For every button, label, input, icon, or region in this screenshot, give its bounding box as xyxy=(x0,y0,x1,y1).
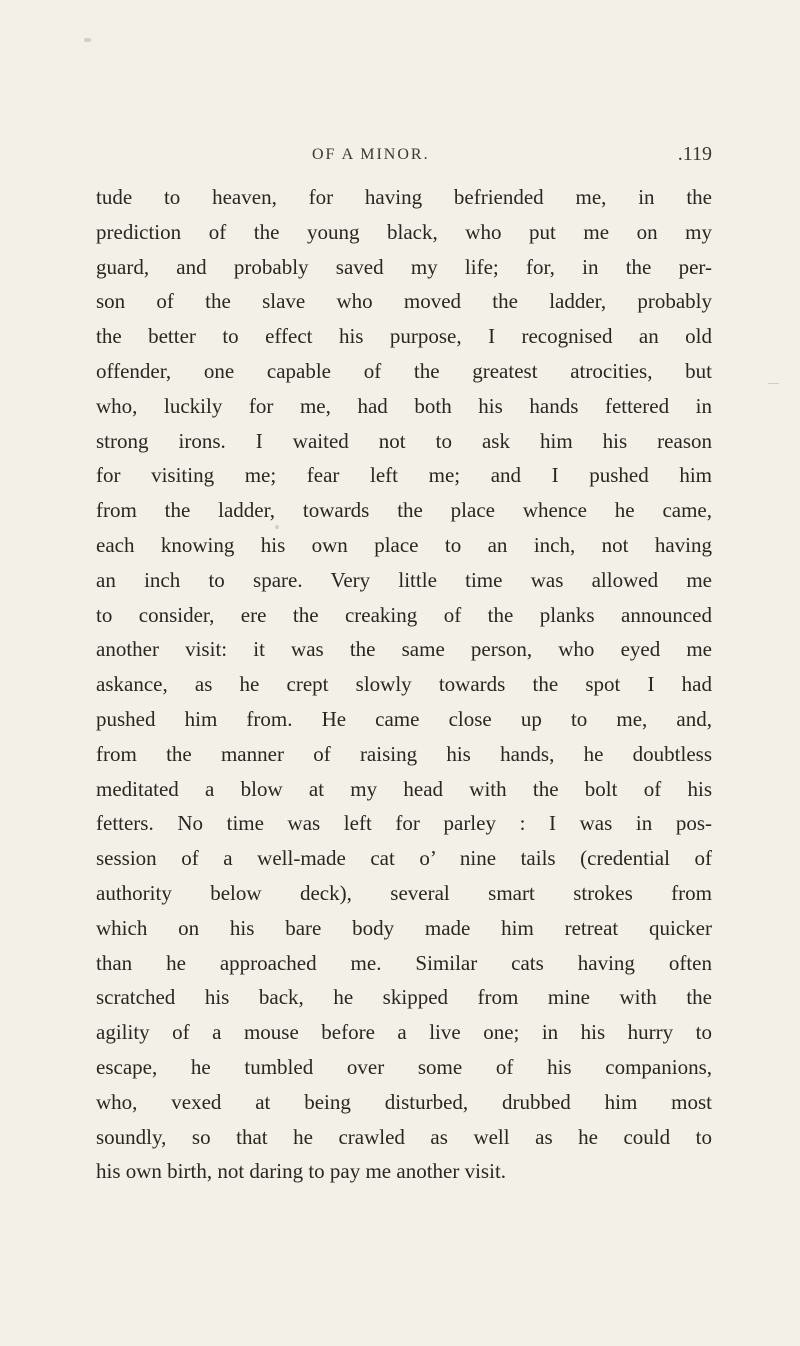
text-line: an inch to spare. Very little time was allowed me xyxy=(96,567,712,592)
text-line: from the manner of raising his hands, he doubtless xyxy=(96,741,712,766)
text-line: than he approached me. Similar cats having often xyxy=(96,950,712,975)
text-line: fetters. No time was left for parley : I was in pos- xyxy=(96,811,712,836)
text-line: scratched his back, he skipped from mine with the xyxy=(96,985,712,1010)
text-line: tude to heaven, for having befriended me, in the xyxy=(96,185,712,209)
body-text xyxy=(96,180,712,1189)
text-line: for visiting me; fear left me; and I pushed him xyxy=(96,463,712,488)
ink-blemish xyxy=(84,38,91,42)
page-header xyxy=(96,143,712,172)
text-line: son of the slave who moved the ladder, probably xyxy=(96,289,712,314)
text-line: another visit: it was the same person, who eyed me xyxy=(96,637,712,662)
text-line: soundly, so that he crawled as well as he could to xyxy=(96,1124,712,1149)
text-line: from the ladder, towards the place whence he came, xyxy=(96,498,712,523)
text-line: guard, and probably saved my life; for, in the per- xyxy=(96,254,712,279)
text-line: prediction of the young black, who put me on my xyxy=(96,219,712,244)
text-line: meditated a blow at my head with the bolt of his xyxy=(96,776,712,801)
text-line: pushed him from. He came close up to me, and, xyxy=(96,706,712,731)
text-line: his own birth, not daring to pay me another visit. xyxy=(96,1159,507,1184)
text-line: each knowing his own place to an inch, not having xyxy=(96,532,712,557)
text-line: who, luckily for me, had both his hands fettered in xyxy=(96,393,712,418)
text-line: which on his bare body made him retreat quicker xyxy=(96,915,712,940)
text-line: to consider, ere the creaking of the planks announced xyxy=(96,602,712,627)
text-line: offender, one capable of the greatest atrocities, but xyxy=(96,358,712,383)
text-line: strong irons. I waited not to ask him his reason xyxy=(96,428,712,453)
text-line: agility of a mouse before a live one; in his hurry to xyxy=(96,1020,712,1045)
text-line: askance, as he crept slowly towards the spot I had xyxy=(96,672,712,697)
text-line: session of a well-made cat o’ nine tails (credential of xyxy=(96,846,712,871)
text-line: escape, he tumbled over some of his companions, xyxy=(96,1054,712,1079)
text-line: the better to effect his purpose, I recognised an old xyxy=(96,324,712,349)
text-line: authority below deck), several smart strokes from xyxy=(96,880,712,905)
page-number: .119 xyxy=(677,143,712,165)
margin-mark xyxy=(768,383,779,384)
running-head: OF A MINOR. xyxy=(312,146,430,163)
text-line: who, vexed at being disturbed, drubbed him most xyxy=(96,1089,712,1114)
